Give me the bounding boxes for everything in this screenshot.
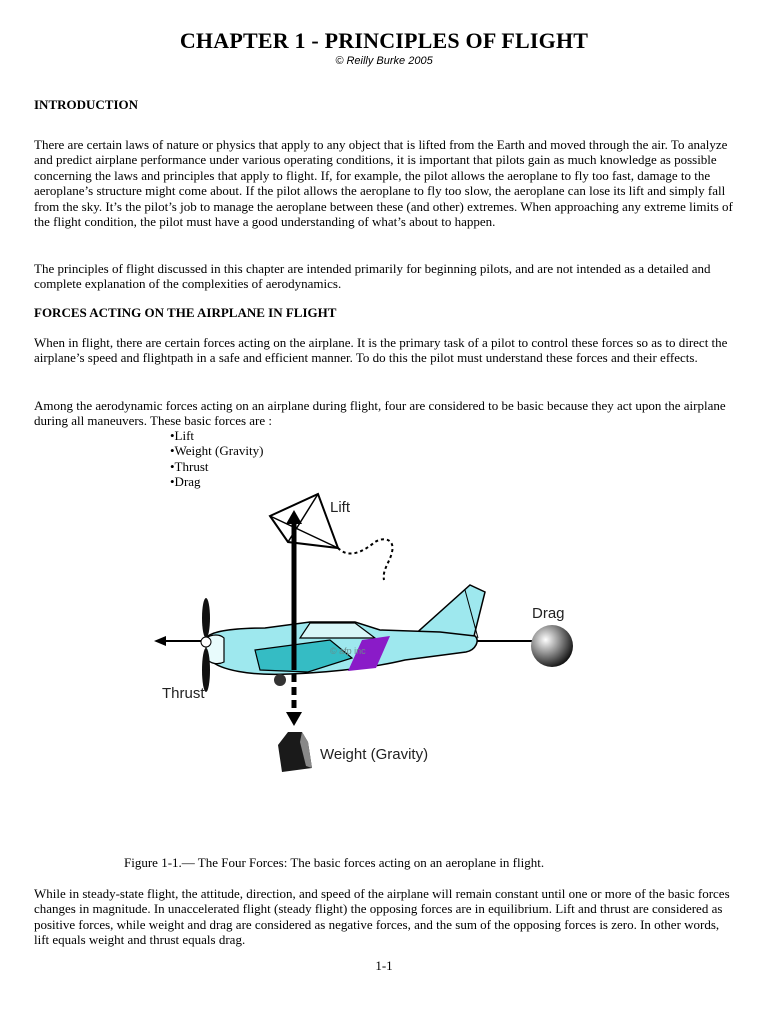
drag-ball-icon xyxy=(531,625,573,667)
page-number: 1-1 xyxy=(375,958,393,973)
list-item: •Lift xyxy=(170,428,195,443)
thrust-label: Thrust xyxy=(162,685,205,702)
list-item: •Thrust xyxy=(170,458,209,474)
introduction-paragraph-2: The principles of flight discussed in this chapter are intended primarily for beginning pilots, and are not intended as a detailed and complete explanation of the complexities of aerodynamics. xyxy=(34,261,711,292)
list-item: •Drag xyxy=(170,474,201,490)
airplane-icon xyxy=(201,585,485,692)
lift-label: Lift xyxy=(330,499,351,516)
copyright-line: © Reilly Burke 2005 xyxy=(335,55,433,67)
chapter-title: CHAPTER 1 - PRINCIPLES OF FLIGHT xyxy=(179,28,589,53)
forces-paragraph-2: Among the aerodynamic forces acting on an airplane during flight, four are considered to be basic because they act upon the airplane during all maneuvers. These basic forces are : xyxy=(34,398,726,429)
closing-paragraph: While in steady-state flight, the attitude, direction, and speed of the airplane will remain constant until one or more of the basic forces changes in magnitude. In unaccelerated flight (steady flight) the opposing forces are in equilibrium. Lift and thrust are considered as positive forces, while weight and drag are considered as negative forces, and the sum of the opposing forces is zero. In other words, lift equals weight and thrust equals drag. xyxy=(34,886,730,948)
forces-paragraph-1: When in flight, there are certain forces acting on the airplane. It is the primary task of a pilot to control these forces so as to direct the airplane’s speed and flightpath in a safe and efficient manner. To do this the pilot must understand these forces and their effects. xyxy=(34,335,728,366)
figure-watermark: © afp inc xyxy=(330,646,366,656)
weight-block-icon xyxy=(278,732,312,772)
four-forces-figure xyxy=(140,490,600,780)
drag-label: Drag xyxy=(532,605,565,622)
introduction-paragraph-1: There are certain laws of nature or physics that apply to any object that is lifted from the Earth and moved through the air. To analyze and predict airplane performance under various operating conditions, it is important that pilots gain as much knowledge as possible concerning the laws and principles that apply to flight. If, for example, the pilot allows the aeroplane to fly too fast, damage to the aeroplane’s structure might come about. If the pilot allows the aeroplane to fly too slow, the aeroplane can lose its lift and simply fall from the sky. It’s the pilot’s job to manage the aeroplane between these (and other) extremes. When approaching any extreme limits of the flight condition, the pilot must have a good understanding of what’s about to happen. xyxy=(34,137,733,230)
weight-label: Weight (Gravity) xyxy=(320,746,429,763)
figure-caption: Figure 1-1.— The Four Forces: The basic forces acting on an aeroplane in flight. xyxy=(124,855,545,870)
weight-arrow xyxy=(286,674,302,726)
introduction-heading: INTRODUCTION xyxy=(34,97,139,112)
drag-arrow xyxy=(470,625,573,667)
basic-forces-list xyxy=(170,428,263,490)
forces-heading: FORCES ACTING ON THE AIRPLANE IN FLIGHT xyxy=(34,305,337,320)
list-item: •Weight (Gravity) xyxy=(170,443,264,459)
